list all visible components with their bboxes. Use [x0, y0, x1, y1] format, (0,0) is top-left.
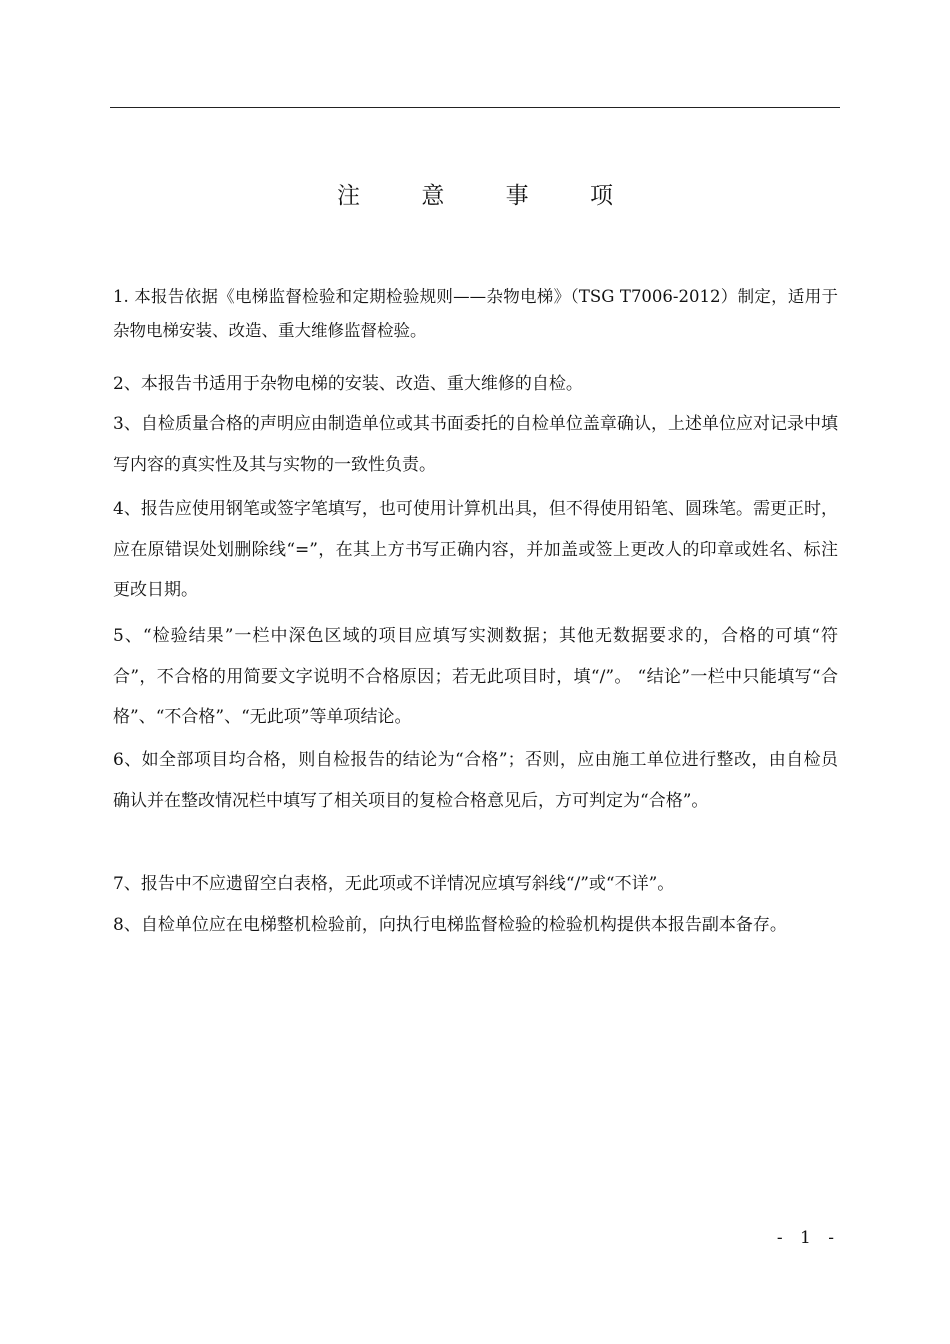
notice-item-4: 4、报告应使用钢笔或签字笔填写，也可使用计算机出具，但不得使用铅笔、圆珠笔。需更正时，应在原错误处划删除线“=”，在其上方书写正确内容，并加盖或签上更改人的印章或姓名、标注更改日期。: [113, 499, 838, 600]
notice-item-1: 1. 本报告依据《电梯监督检验和定期检验规则——杂物电梯》（TSG T7006-2012）制定，适用于杂物电梯安装、改造、重大维修监督检验。: [113, 287, 838, 340]
notice-item-7: 7、报告中不应遗留空白表格，无此项或不详情况应填写斜线“/”或“不详”。: [113, 874, 675, 894]
notice-item-8: 8、自检单位应在电梯整机检验前，向执行电梯监督检验的检验机构提供本报告副本备存。: [113, 915, 787, 935]
page-title: 注 意 事 项: [337, 183, 640, 209]
notice-item-2: 2、本报告书适用于杂物电梯的安装、改造、重大维修的自检。: [113, 374, 583, 394]
notice-item-3: 3、自检质量合格的声明应由制造单位或其书面委托的自检单位盖章确认，上述单位应对记录中填写内容的真实性及其与实物的一致性负责。: [113, 414, 838, 475]
page-number: - 1 -: [776, 1228, 840, 1248]
header-rule: [110, 107, 840, 108]
notice-item-5: 5、“检验结果”一栏中深色区域的项目应填写实测数据；其他无数据要求的，合格的可填“符合”，不合格的用简要文字说明不合格原因；若无此项目时，填“/”。 “结论”一栏中只能填写“合格”、“不合格”、“无此项”等单项结论。: [113, 626, 838, 727]
notice-item-6: 6、如全部项目均合格，则自检报告的结论为“合格”；否则，应由施工单位进行整改，由自检员确认并在整改情况栏中填写了相关项目的复检合格意见后，方可判定为“合格”。: [113, 750, 838, 811]
